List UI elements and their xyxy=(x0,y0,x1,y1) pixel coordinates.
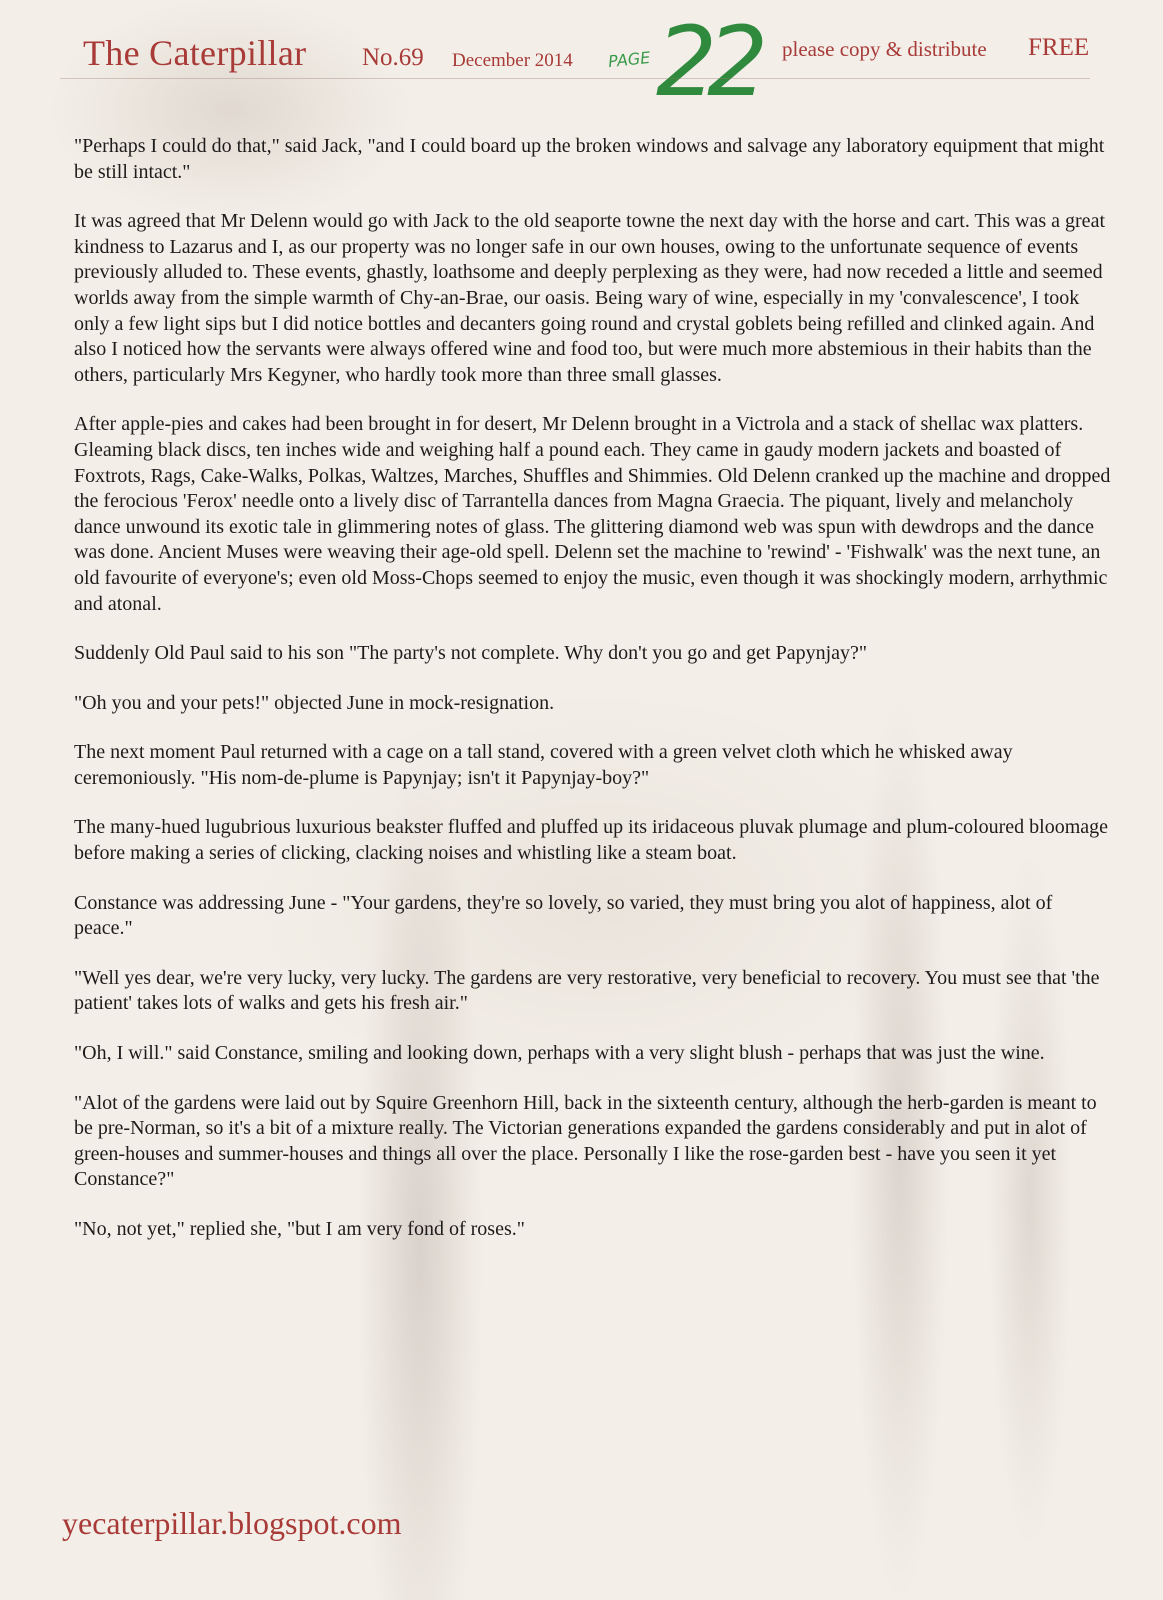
paragraph: "Perhaps I could do that," said Jack, "and I could board up the broken windows and salvage any laboratory equipment that might be still intact." xyxy=(74,135,1105,183)
page-number: 22 xyxy=(656,6,759,118)
paragraph: "No, not yet," replied she, "but I am very fond of roses." xyxy=(74,1218,525,1240)
blog-url[interactable]: yecaterpillar.blogspot.com xyxy=(62,1505,402,1541)
paragraph: "Oh you and your pets!" objected June in mock-resignation. xyxy=(74,691,555,714)
issue-number: No.69 xyxy=(362,44,424,71)
paragraph: Suddenly Old Paul said to his son "The party's not complete. Why don't you go and get Papynjay?" xyxy=(74,642,868,665)
page-label: PAGE xyxy=(607,47,652,72)
story-body xyxy=(74,134,1114,1267)
paragraph: It was agreed that Mr Delenn would go with Jack to the old seaporte towne the next day with the horse and cart. This was a great kindness to Lazarus and I, as our property was no longer safe in our own houses, owing to the unfortunate sequence of events previously alluded to. These events, ghastly, loathsome and deeply perplexing as they were, had now receded a little and seemed worlds away from the simple warmth of Chy-an-Brae, our oasis. Being wary of wine, especially in my 'convalescence', I took only a few light sips but I did notice bottles and decanters going round and crystal goblets being refilled and clinked again. And also I noticed how the servants were always offered wine and food too, but were much more abstemious in their habits than the others, particularly Mrs Kegyner, who hardly took more than three small glasses. xyxy=(74,210,1105,386)
copy-notice: please copy & distribute xyxy=(782,37,987,61)
masthead-title: The Caterpillar xyxy=(83,33,307,73)
paragraph: "Alot of the gardens were laid out by Squire Greenhorn Hill, back in the sixteenth century, although the herb-garden is meant to be pre-Norman, so it's a bit of a mixture really. The Victorian generations expanded the gardens considerably and put in alot of green-houses and summer-houses and things all over the place. Personally I like the rose-garden best - have you seen it yet Constance?" xyxy=(74,1091,1097,1191)
paragraph: The next moment Paul returned with a cage on a tall stand, covered with a green velvet cloth which he whisked away ceremoniously. "His nom-de-plume is Papynjay; isn't it Papynjay-boy?" xyxy=(74,741,1013,789)
paragraph: "Well yes dear, we're very lucky, very lucky. The gardens are very restorative, very beneficial to recovery. You must see that 'the patient' takes lots of walks and gets his fresh air." xyxy=(74,966,1100,1015)
issue-date: December 2014 xyxy=(452,50,573,71)
price-label: FREE xyxy=(1028,34,1090,61)
masthead-divider xyxy=(60,78,1090,79)
paragraph: "Oh, I will." said Constance, smiling and looking down, perhaps with a very slight blush - perhaps that was just the wine. xyxy=(74,1042,1045,1065)
paragraph: Constance was addressing June - "Your gardens, they're so lovely, so varied, they must bring you alot of happiness, alot of peace." xyxy=(74,891,1053,940)
paragraph: After apple-pies and cakes had been brought in for desert, Mr Delenn brought in a Victrola and a stack of shellac wax platters. Gleaming black discs, ten inches wide and weighing half a pound each. They came in gaudy modern jackets and boasted of Foxtrots, Rags, Cake-Walks, Polkas, Waltzes, Marches, Shuffles and Shimmies. Old Delenn cranked up the machine and dropped the ferocious 'Ferox' needle onto a lively disc of Tarrantella dances from Magna Graecia. The piquant, lively and melancholy dance unwound its exotic tale in glimmering notes of glass. The glittering diamond web was spun with dewdrops and the dance was done. Ancient Muses were weaving their age-old spell. Delenn set the machine to 'rewind' - 'Fishwalk' was the next tune, an old favourite of everyone's; even old Moss-Chops seemed to enjoy the music, even though it was shockingly modern, arrhythmic and atonal. xyxy=(74,413,1111,615)
paragraph: The many-hued lugubrious luxurious beakster fluffed and pluffed up its iridaceous pluvak plumage and plum-coloured bloomage before making a series of clicking, clacking noises and whistling like a steam boat. xyxy=(74,816,1109,865)
